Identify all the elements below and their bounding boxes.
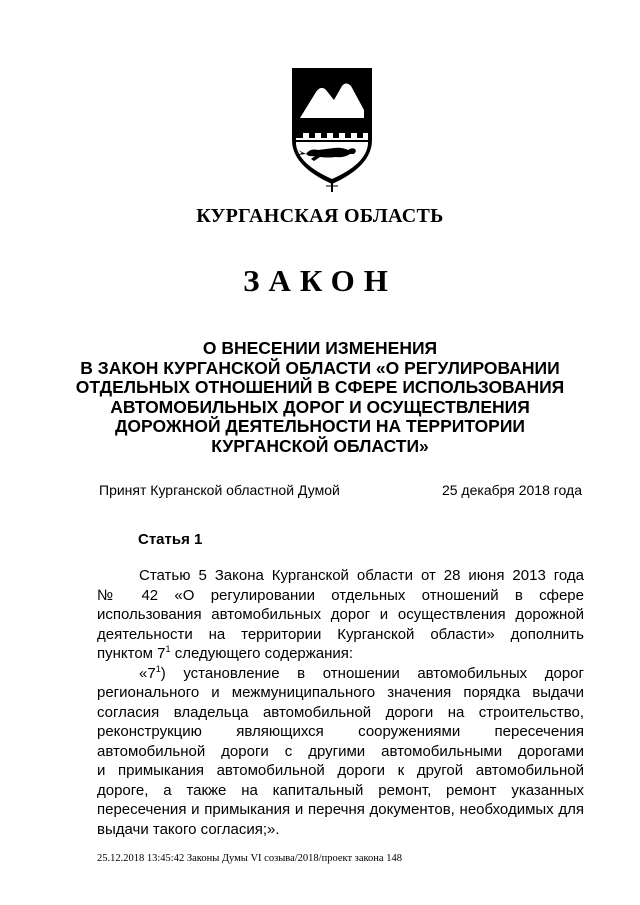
adopted-by: Принят Курганской областной Думой <box>99 482 340 498</box>
body-line: реконструкцию являющихся сооружениями пересечения <box>97 723 584 740</box>
title-line: АВТОМОБИЛЬНЫХ ДОРОГ И ОСУЩЕСТВЛЕНИЯ <box>110 396 530 417</box>
body-line: регионального и межмуниципального значения порядка выдачи <box>97 684 584 701</box>
article-body <box>97 566 584 839</box>
body-line: деятельности на территории Курганской области» дополнить <box>97 625 584 643</box>
coat-of-arms-icon <box>288 62 376 192</box>
title-line: В ЗАКОН КУРГАНСКОЙ ОБЛАСТИ «О РЕГУЛИРОВАНИИ <box>80 357 560 378</box>
superscript: 1 <box>165 644 171 654</box>
body-line: пересечения и примыкания и перечня документов, необходимых для <box>97 801 584 818</box>
body-line: согласия владельца автомобильной дороги на строительство, <box>97 703 584 721</box>
adoption-line <box>99 482 582 498</box>
quote-start-tail: ) установление в отношении автомобильных дорог <box>160 664 584 682</box>
law-title <box>60 339 580 456</box>
adoption-date: 25 декабря 2018 года <box>441 482 582 498</box>
body-line: № 42 «О регулировании отдельных отношений в сфере <box>97 586 584 604</box>
point-ref-tail: следующего содержания: <box>170 645 354 662</box>
superscript: 1 <box>155 663 161 674</box>
body-line: и примыкания автомобильной дороги к другой автомобильной <box>97 762 584 779</box>
body-line: дороге, а также на капитальный ремонт, ремонт указанных <box>97 781 584 799</box>
quote-start: «7 <box>139 664 156 682</box>
body-line: использования автомобильных дорог и осуществления дорожной <box>97 606 584 623</box>
body-line: выдачи такого согласия;». <box>97 820 280 838</box>
region-name: КУРГАНСКАЯ ОБЛАСТЬ <box>196 205 444 227</box>
title-line: ОТДЕЛЬНЫХ ОТНОШЕНИЙ В СФЕРЕ ИСПОЛЬЗОВАНИЯ <box>75 377 565 397</box>
body-line <box>97 664 584 684</box>
document-type: ЗАКОН <box>243 263 397 298</box>
body-line <box>97 644 584 664</box>
article-heading: Статья 1 <box>138 531 203 548</box>
body-line: автомобильной дороги с другими автомобильными дорогами <box>97 742 584 760</box>
title-line: КУРГАНСКОЙ ОБЛАСТИ» <box>211 435 429 456</box>
document-footer: 25.12.2018 13:45:42 Законы Думы VI созыва/2018/проект закона 148 <box>97 853 402 864</box>
body-line: Статью 5 Закона Курганской области от 28 июня 2013 года <box>139 567 584 584</box>
title-line: О ВНЕСЕНИИ ИЗМЕНЕНИЯ <box>202 338 438 358</box>
title-line: ДОРОЖНОЙ ДЕЯТЕЛЬНОСТИ НА ТЕРРИТОРИИ <box>114 416 526 436</box>
point-ref: пунктом 7 <box>97 645 166 662</box>
